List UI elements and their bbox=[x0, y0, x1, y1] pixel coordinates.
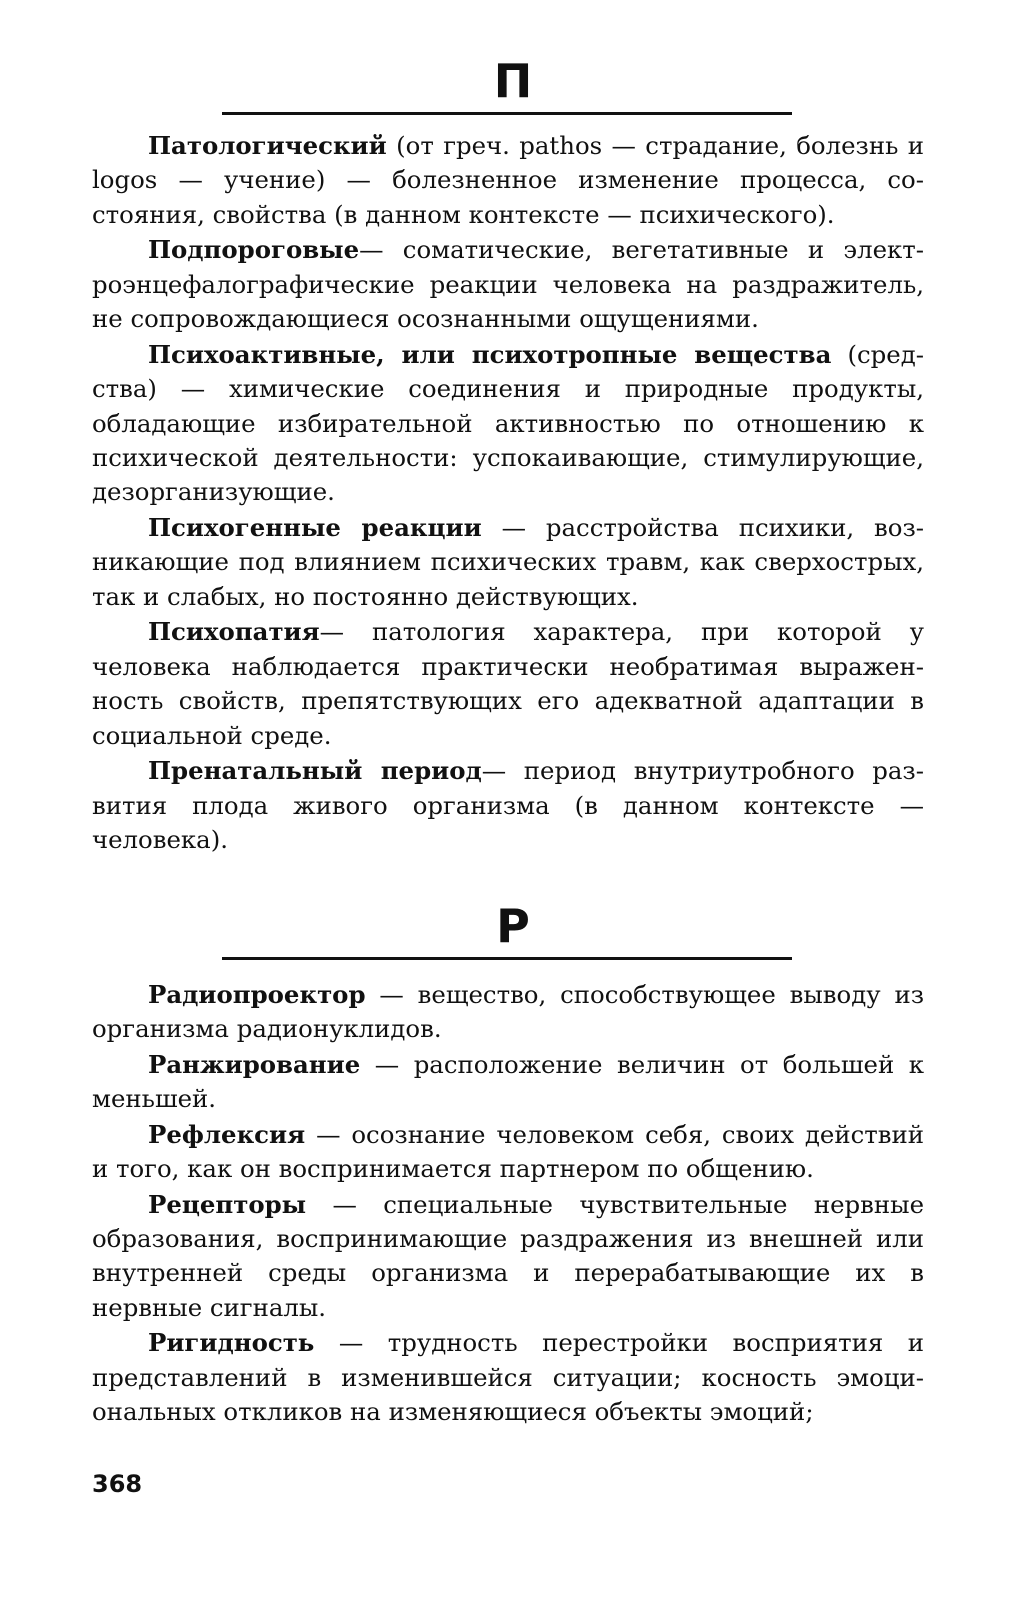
section-spacer bbox=[92, 859, 924, 895]
entry-list bbox=[92, 978, 924, 1430]
entry-term: Рефлексия bbox=[148, 1119, 306, 1149]
entry-list bbox=[92, 129, 924, 857]
section-letter-heading: П bbox=[493, 54, 533, 108]
entry-definition: — вещество, способствующее выводу из организма радионуклидов. bbox=[92, 979, 924, 1044]
glossary-page bbox=[92, 50, 924, 1431]
section-divider bbox=[222, 112, 792, 115]
glossary-entry bbox=[92, 1188, 924, 1326]
glossary-entry bbox=[92, 1118, 924, 1187]
entry-definition: — осознание человеком себя, своих действий и того, как он воспринимается партнером по общению. bbox=[92, 1119, 924, 1184]
section-divider bbox=[222, 957, 792, 960]
entry-term: Психопатия bbox=[148, 617, 320, 647]
entry-term: Ранжирование bbox=[148, 1049, 361, 1079]
entry-term: Патологический bbox=[148, 131, 387, 160]
entry-term: Психогенные реакции bbox=[148, 513, 482, 543]
entry-term: Психоактивные, или психотропные вещества bbox=[148, 339, 832, 369]
entry-definition: — соматические, вегетативные и электроэнцефалографические реакции человека на раздражитель, не сопровождающиеся осознанными ощущениями. bbox=[92, 235, 924, 334]
section-p bbox=[92, 50, 924, 857]
entry-definition: (от греч. pathos — страдание, болезнь и logos — учение) — болезненное изменение процесса, состояния, свойства (в данном контексте — психического). bbox=[92, 131, 924, 229]
entry-term: Рецепторы bbox=[148, 1189, 307, 1219]
section-r bbox=[92, 895, 924, 1430]
entry-definition: — трудность перестройки восприятия и представлений в изменившейся ситуации; косность эмоциональных откликов на изменяющиеся объекты эмоций; bbox=[92, 1328, 924, 1427]
entry-term: Радиопроектор bbox=[148, 979, 366, 1009]
glossary-entry bbox=[92, 233, 924, 336]
glossary-entry bbox=[92, 511, 924, 614]
glossary-entry bbox=[92, 1048, 924, 1117]
page-number: 368 bbox=[92, 1470, 143, 1498]
entry-term: Ригидность bbox=[148, 1328, 315, 1358]
entry-definition: (средства) — химические соединения и природные продукты, обладающие избирательной активностью по отношению к психической деятельности: успокаивающие, стимулирующие, дезорганизующие. bbox=[92, 339, 924, 507]
entry-definition: — специальные чувствительные нервные образования, воспринимающие раздражения из внешней или внутренней среды организма и перерабатывающие их в нервные сигналы. bbox=[92, 1189, 924, 1322]
glossary-entry bbox=[92, 129, 924, 232]
entry-definition: — расстройства психики, возникающие под влиянием психических травм, как сверхострых, так и слабых, но постоянно действующих. bbox=[92, 513, 924, 611]
glossary-entry bbox=[92, 338, 924, 510]
entry-term: Подпороговые bbox=[148, 235, 360, 265]
glossary-entry bbox=[92, 615, 924, 753]
glossary-entry bbox=[92, 1326, 924, 1429]
glossary-entry bbox=[92, 754, 924, 857]
entry-definition: — патология характера, при которой у человека наблюдается практически необратимая выраженность свойств, препятствующих его адекватной адаптации в социальной среде. bbox=[92, 617, 924, 750]
entry-definition: — расположение величин от большей к меньшей. bbox=[92, 1049, 924, 1114]
glossary-entry bbox=[92, 978, 924, 1047]
entry-definition: — период внутриутробного развития плода живого организма (в данном контексте — человека). bbox=[92, 756, 924, 855]
entry-term: Пренатальный период bbox=[148, 756, 482, 786]
section-letter-heading: Р bbox=[496, 898, 530, 953]
